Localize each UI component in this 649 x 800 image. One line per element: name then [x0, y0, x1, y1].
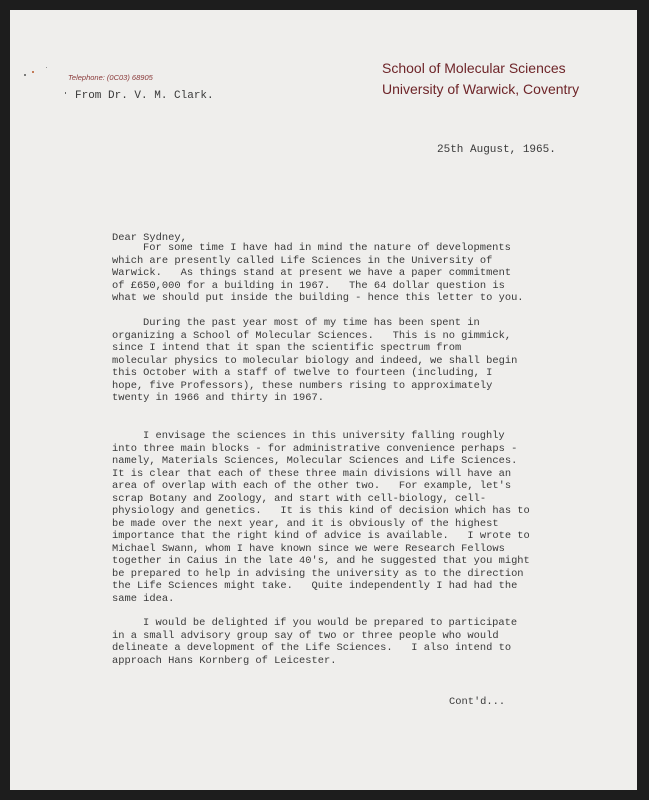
text-line: hope, five Professors), these numbers rising to approximately	[112, 379, 493, 392]
text-line: which are presently called Life Sciences in the University of	[112, 254, 493, 267]
paper-speck	[65, 92, 66, 94]
text-line: twenty in 1966 and thirty in 1967.	[112, 392, 325, 404]
letterhead-school: School of Molecular Sciences	[382, 60, 566, 76]
paper-speck	[46, 67, 47, 68]
text-line: same idea.	[112, 592, 175, 605]
text-line: area of overlap with each of the other two. For example, let's	[112, 480, 512, 492]
text-line: Michael Swann, whom I have known since we were Research Fellows	[112, 542, 505, 555]
letter-page	[10, 10, 637, 790]
salutation: Dear Sydney,	[112, 232, 187, 244]
text-line: together in Caius in the late 40's, and he suggested that you might	[112, 555, 530, 567]
text-line: be made over the next year, and it is obviously of the highest	[112, 517, 499, 530]
text-line: approach Hans Kornberg of Leicester.	[112, 654, 337, 667]
text-line: namely, Materials Sciences, Molecular Sciences and Life Sciences.	[112, 455, 518, 467]
paragraph-4	[112, 617, 582, 667]
text-line: organizing a School of Molecular Sciences. This is no gimmick,	[112, 329, 512, 342]
text-line: in a small advisory group say of two or three people who would	[112, 629, 499, 642]
continued-note: Cont'd...	[449, 696, 506, 708]
telephone-number: Telephone: (0C03) 68905	[68, 73, 153, 82]
paragraph-3	[112, 430, 582, 605]
text-line: what we should put inside the building - hence this letter to you.	[112, 292, 524, 304]
paragraph-1	[112, 242, 582, 305]
paper-speck	[24, 74, 26, 76]
text-line: be prepared to help in advising the university as to the direction	[112, 567, 524, 580]
text-line: During the past year most of my time has been spent in	[143, 317, 480, 329]
text-line: molecular physics to molecular biology and indeed, we shall begin	[112, 354, 518, 367]
text-line: It is clear that each of these three main divisions will have an	[112, 467, 512, 480]
text-line: this October with a staff of twelve to fourteen (including, I	[112, 367, 493, 379]
letterhead-university: University of Warwick, Coventry	[382, 81, 580, 97]
sender-line: From Dr. V. M. Clark.	[75, 90, 214, 102]
text-line: I envisage the sciences in this university falling roughly	[143, 430, 505, 442]
letter-date: 25th August, 1965.	[437, 144, 556, 156]
text-line: importance that the right kind of advice is available. I wrote to	[112, 530, 530, 542]
text-line: since I intend that it span the scientific spectrum from	[112, 342, 462, 354]
text-line: physiology and genetics. It is this kind of decision which has to	[112, 505, 530, 517]
text-line: the Life Sciences might take. Quite independently I had had the	[112, 580, 518, 592]
text-line: scrap Botany and Zoology, and start with cell-biology, cell-	[112, 492, 487, 505]
text-line: I would be delighted if you would be prepared to participate	[143, 617, 518, 629]
paper-speck	[32, 71, 34, 73]
text-line: For some time I have had in mind the nature of developments	[143, 242, 511, 254]
text-line: of £650,000 for a building in 1967. The 64 dollar question is	[112, 279, 505, 292]
text-line: delineate a development of the Life Sciences. I also intend to	[112, 642, 512, 654]
text-line: Warwick. As things stand at present we have a paper commitment	[112, 267, 512, 279]
text-line: into three main blocks - for administrative convenience perhaps -	[112, 442, 518, 455]
paragraph-2	[112, 317, 582, 405]
